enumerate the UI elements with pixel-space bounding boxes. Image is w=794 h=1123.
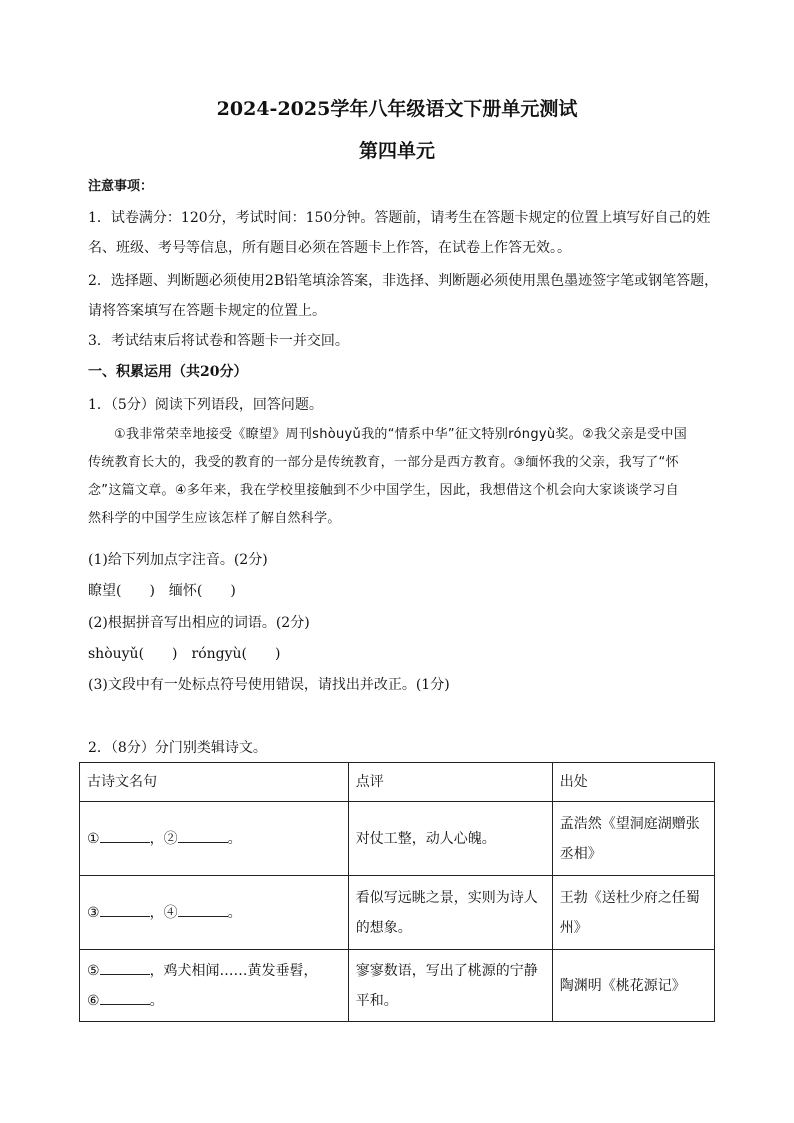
- question-1-sub-2: (2)根据拼音写出相应的词语。(2分): [88, 615, 310, 631]
- question-2-stem: 2．（8分）分门别类辑诗文。: [88, 740, 267, 756]
- notice-item-2-line-1: 2．选择题、判断题必须使用2B铅笔填涂答案，非选择、判断题必须使用黑色墨迹签字笔或钢笔答题，: [88, 273, 719, 289]
- table-header-row: [80, 763, 715, 802]
- table-row: [80, 950, 715, 1022]
- table-row: [80, 876, 715, 950]
- passage-line: 念”这篇文章。④多年来，我在学校里接触到不少中国学生，因此，我想借这个机会向大家谈谈学习自: [88, 483, 679, 498]
- passage-line: 传统教育长大的，我受的教育的一部分是传统教育，一部分是西方教育。③缅怀我的父亲，我写了“怀: [88, 455, 679, 470]
- section-1-heading: 一、积累运用（共20分）: [88, 364, 248, 380]
- blank-marker: ②: [163, 830, 178, 847]
- notice-item-3: 3．考试结束后将试卷和答题卡一并交回。: [88, 333, 349, 349]
- notice-item-1-line-1: 1．试卷满分：120分，考试时间：150分钟。答题前，请考生在答题卡规定的位置上填写好自己的姓: [88, 210, 711, 226]
- answer-blank[interactable]: [178, 826, 228, 843]
- answer-blank[interactable]: [100, 988, 150, 1005]
- question-1-stem: 1．（5分）阅读下列语段，回答问题。: [88, 397, 323, 413]
- blank-marker: ④: [163, 904, 178, 921]
- comment-cell: 对仗工整，动人心魄。: [348, 802, 552, 876]
- answer-blank[interactable]: [100, 900, 150, 917]
- comment-cell: 寥寥数语，写出了桃源的宁静平和。: [348, 950, 552, 1022]
- quote-cell: ⑤ ，鸡犬相闻……黄发垂髫， ⑥ 。: [80, 950, 349, 1022]
- question-1-sub-3: (3)文段中有一处标点符号使用错误，请找出并改正。(1分): [88, 677, 450, 693]
- source-cell: 陶渊明《桃花源记》: [552, 950, 714, 1022]
- answer-blank[interactable]: [178, 900, 228, 917]
- blank-marker: ③: [87, 904, 100, 921]
- header-source: 出处: [552, 763, 714, 802]
- question-1-sub-1: (1)给下列加点字注音。(2分): [88, 552, 268, 568]
- quote-cell: ③ ，④ 。: [80, 876, 349, 950]
- table-row: [80, 802, 715, 876]
- passage-line: 然科学的中国学生应该怎样了解自然科学。: [88, 511, 341, 526]
- answer-blank[interactable]: [100, 826, 150, 843]
- notice-item-1-line-2: 名、班级、考号等信息，所有题目必须在答题卡上作答，在试卷上作答无效。。: [88, 240, 571, 256]
- unit-subtitle: 第四单元: [358, 140, 435, 162]
- question-1-sub-2-answer: shòuyǔ( ) róngyù( ): [88, 646, 281, 662]
- header-comment: 点评: [348, 763, 552, 802]
- exam-title: 2024-2025学年八年级语文下册单元测试: [216, 98, 578, 120]
- blank-marker: ⑥: [87, 992, 100, 1009]
- answer-blank[interactable]: [100, 958, 150, 975]
- comment-cell: 看似写远眺之景，实则为诗人的想象。: [348, 876, 552, 950]
- blank-marker: ①: [87, 830, 100, 847]
- notice-heading: 注意事项：: [88, 179, 154, 194]
- source-cell: 孟浩然《望洞庭湖赠张丞相》: [552, 802, 714, 876]
- source-cell: 王勃《送杜少府之任蜀州》: [552, 876, 714, 950]
- question-1-sub-1-answer: 瞭望( ) 缅怀( ): [88, 583, 236, 599]
- header-quote: 古诗文名句: [80, 763, 349, 802]
- poetry-table: [79, 762, 715, 1022]
- passage-line: ①我非常荣幸地接受《瞭望》周刊shòuyǔ我的“情系中华”征文特别róngyù奖。②我父亲是受中国: [114, 427, 688, 442]
- notice-item-2-line-2: 请将答案填写在答题卡规定的位置上。: [88, 303, 326, 319]
- blank-marker: ⑤: [87, 962, 100, 979]
- quote-cell: ① ，② 。: [80, 802, 349, 876]
- question-1-passage: [88, 421, 718, 533]
